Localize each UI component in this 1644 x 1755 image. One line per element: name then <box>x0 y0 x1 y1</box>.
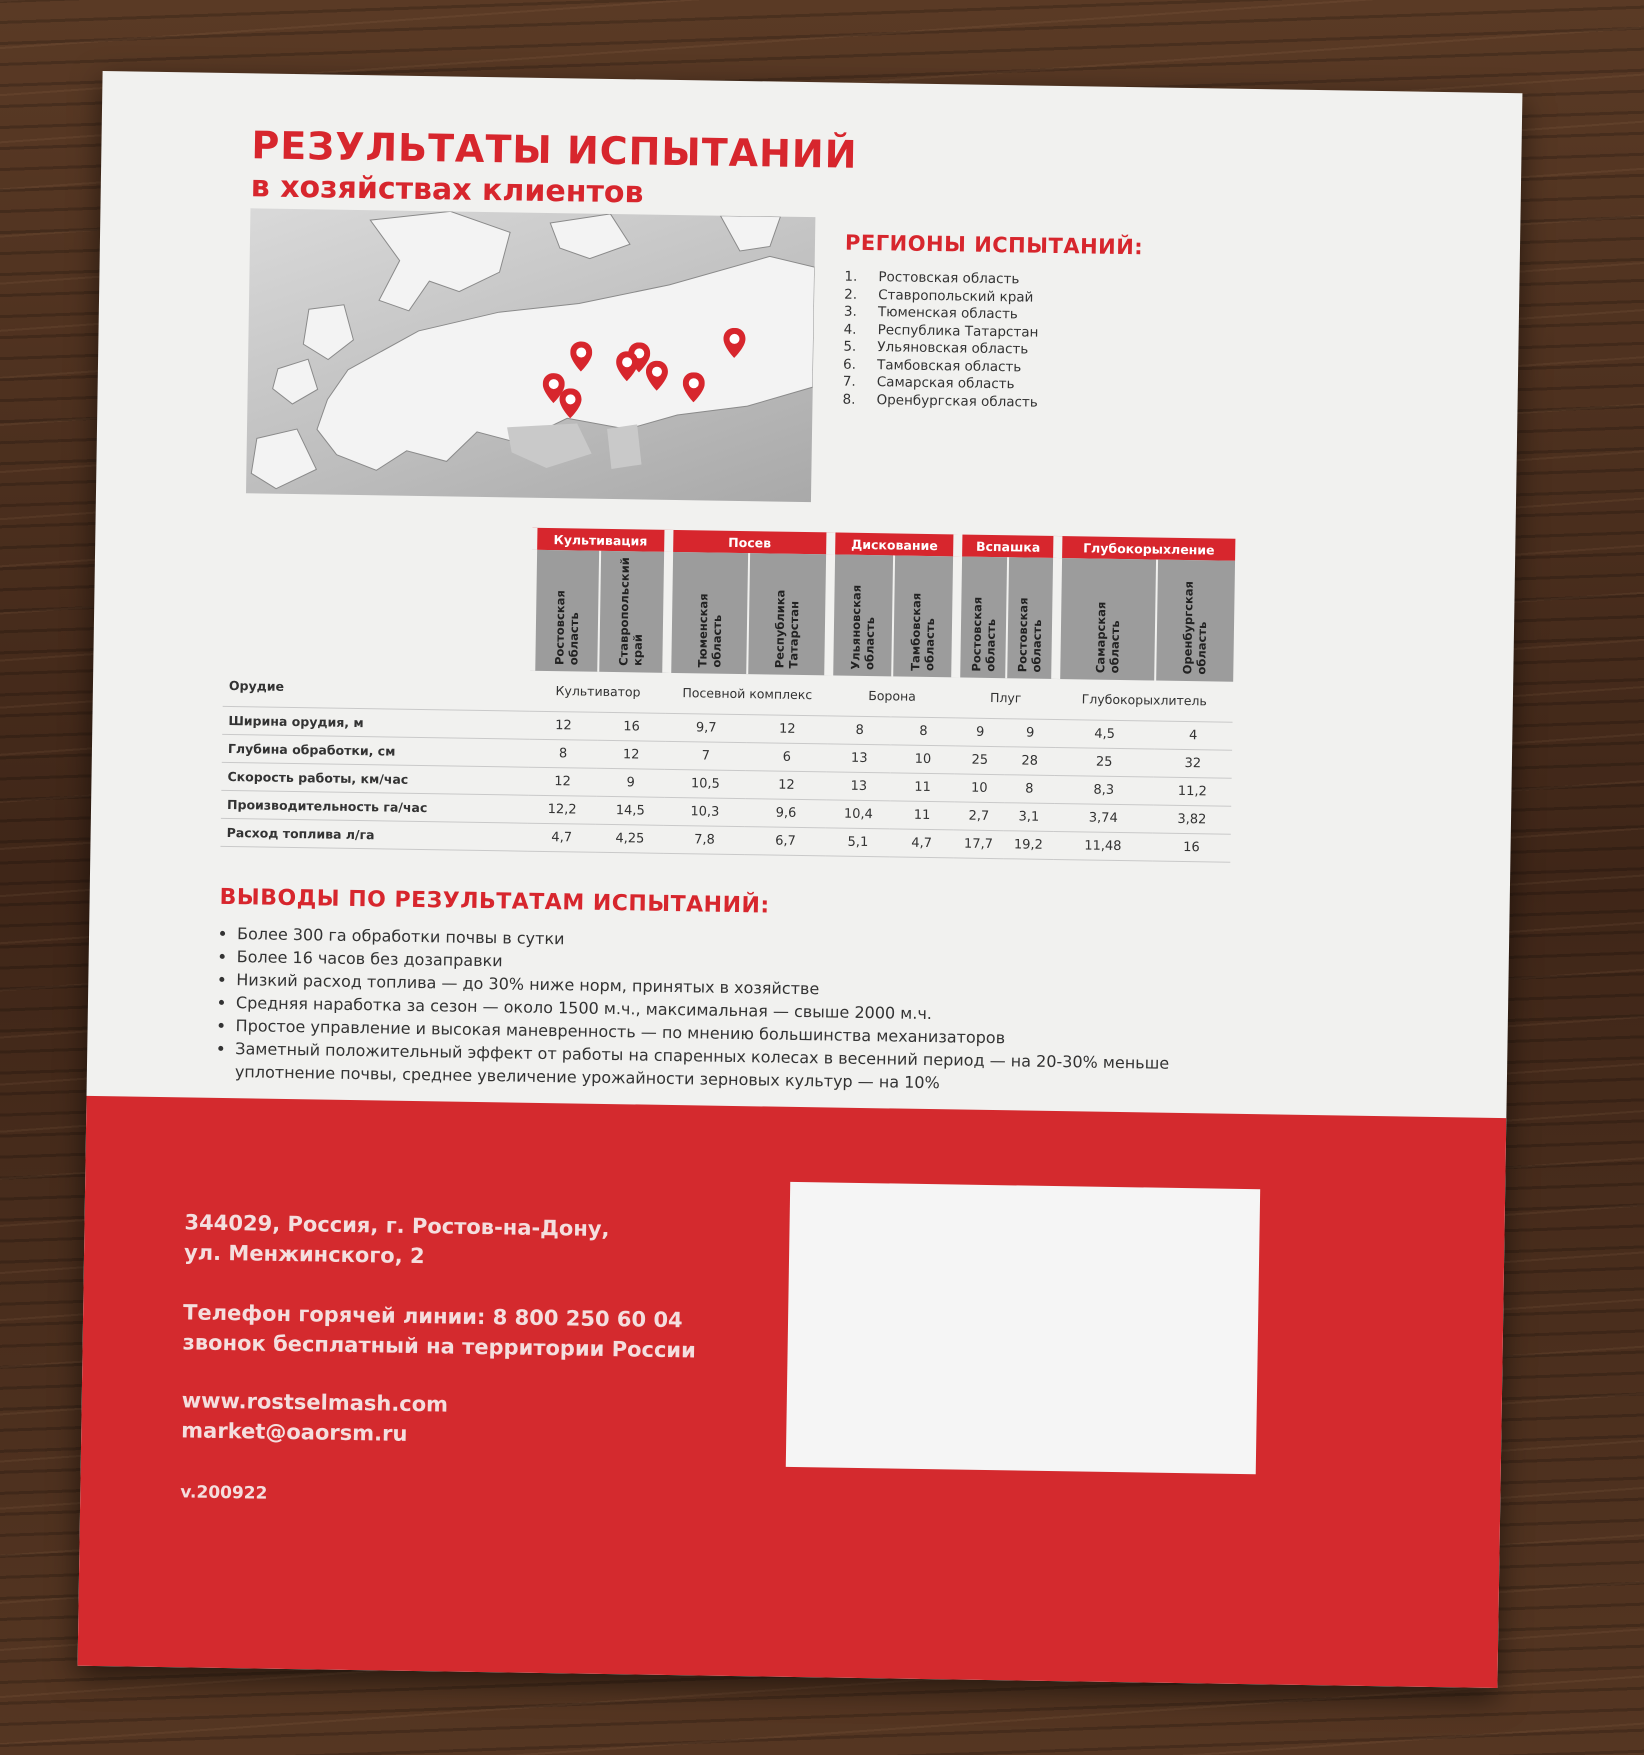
cell: 5,1 <box>826 827 890 856</box>
cell: 2,7 <box>954 801 1004 830</box>
region-number: 4. <box>843 321 857 338</box>
cell: 8,3 <box>1054 775 1153 805</box>
cell: 19,2 <box>1003 830 1053 859</box>
region-name: Республика Татарстан <box>877 321 1039 341</box>
conclusions-heading: ВЫВОДЫ ПО РЕЗУЛЬТАТАМ ИСПЫТАНИЙ: <box>219 884 770 919</box>
region-col: Самарская область <box>1056 558 1157 680</box>
region-col: Тамбовская область <box>892 555 958 677</box>
phone-note: звонок бесплатный на территории России <box>182 1330 697 1363</box>
cell: 12 <box>529 711 598 740</box>
tool-cell: Культиватор <box>530 670 667 713</box>
region-col: Оренбургская область <box>1155 560 1235 682</box>
conclusions-section <box>217 885 1220 1099</box>
cell: 11,2 <box>1153 777 1232 806</box>
cell: 3,82 <box>1153 805 1232 834</box>
cell: 28 <box>1005 746 1055 775</box>
cell: 7,8 <box>664 825 746 854</box>
region-item <box>842 391 1140 413</box>
cell: 9 <box>596 768 665 797</box>
row-label: Скорость работы, км/час <box>221 762 528 795</box>
cell: 8 <box>1004 774 1054 803</box>
cell: 10,5 <box>665 769 747 798</box>
email-link[interactable]: market@oaorsm.ru <box>181 1418 408 1446</box>
cell: 12 <box>746 770 828 799</box>
cell: 12 <box>747 714 829 743</box>
cell: 12,2 <box>528 795 597 824</box>
cell: 8 <box>529 739 598 768</box>
region-name: Самарская область <box>876 374 1015 393</box>
title-line-2: в хозяйствах клиентов <box>250 169 644 211</box>
region-col: Ульяновская область <box>829 554 895 676</box>
title-line-1: РЕЗУЛЬТАТЫ ИСПЫТАНИЙ <box>251 123 858 177</box>
row-label: Ширина орудия, м <box>222 706 529 739</box>
region-name: Ростовская область <box>878 269 1020 288</box>
row-label: Орудие <box>223 665 531 710</box>
conclusion-item: • Более 300 га обработки почвы в сутки <box>237 922 1219 960</box>
region-name: Тамбовская область <box>876 356 1022 375</box>
version-code: v.200922 <box>180 1482 268 1504</box>
map-pin-icon <box>570 341 592 371</box>
cell: 12 <box>597 740 666 769</box>
cell: 14,5 <box>596 796 665 825</box>
results-table <box>220 523 1235 862</box>
europe-map <box>246 208 815 502</box>
conclusion-item: • Низкий расход топлива — до 30% ниже норм, принятых в хозяйстве <box>236 968 1218 1006</box>
cell: 12 <box>528 767 597 796</box>
cell: 11 <box>890 772 954 801</box>
address-line: 344029, Россия, г. Ростов-на-Дону, <box>184 1210 610 1242</box>
cell: 4,25 <box>596 824 665 853</box>
tool-cell: Посевной комплекс <box>666 672 829 715</box>
cell: 10 <box>954 773 1004 802</box>
cell: 16 <box>1152 833 1231 862</box>
region-number: 6. <box>842 356 857 373</box>
cell: 13 <box>827 743 891 772</box>
map-pin-icon <box>723 328 745 358</box>
row-label: Расход топлива л/га <box>220 818 527 851</box>
region-number: 5. <box>843 338 857 355</box>
cell: 25 <box>955 745 1005 774</box>
cell: 17,7 <box>953 829 1003 858</box>
group-cultivation: Культивация <box>532 528 669 552</box>
footer-band <box>78 1096 1507 1688</box>
row-label: Производительность га/час <box>221 790 528 823</box>
cell: 11 <box>890 800 954 829</box>
cell: 9 <box>955 717 1005 746</box>
group-sowing: Посев <box>668 530 830 555</box>
region-number: 2. <box>844 286 858 303</box>
region-col: Ростовская область <box>530 550 600 672</box>
region-number: 3. <box>843 303 857 320</box>
group-deep-loosening: Глубокорыхление <box>1058 536 1236 561</box>
cell: 4,5 <box>1055 719 1154 749</box>
conclusion-item: • Заметный положительный эффект от работы на спаренных колесах в весенний период — на 20-30% меньше уплотнение почвы, среднее увеличение урожайности зерновых культур — на 10% <box>235 1037 1218 1098</box>
region-number: 8. <box>842 391 856 408</box>
map-pin-icon <box>682 372 704 402</box>
region-name: Оренбургская область <box>876 391 1038 411</box>
cell: 9,6 <box>745 798 827 827</box>
region-name: Тюменская область <box>877 304 1018 323</box>
cell: 8 <box>891 716 955 745</box>
blank-stamp-area <box>786 1182 1260 1474</box>
cell: 13 <box>827 771 891 800</box>
cell: 10,3 <box>664 797 746 826</box>
row-label: Глубина обработки, см <box>222 734 529 767</box>
cell: 6 <box>746 742 828 771</box>
group-disking: Дискование <box>831 532 959 556</box>
cell: 16 <box>597 712 666 741</box>
region-number: 7. <box>842 373 856 390</box>
group-plowing: Вспашка <box>958 534 1058 558</box>
cell: 10 <box>891 744 955 773</box>
region-col: Республика Татарстан <box>748 553 831 675</box>
conclusion-item: • Более 16 часов без дозаправки <box>237 945 1219 983</box>
cell: 9,7 <box>665 713 747 742</box>
region-col: Ростовская область <box>1006 557 1058 678</box>
brochure-page <box>78 71 1523 1688</box>
cell: 4 <box>1154 721 1233 750</box>
conclusion-item: • Простое управление и высокая маневренность — по мнению большинства механизаторов <box>235 1014 1217 1052</box>
cell: 7 <box>665 741 747 770</box>
page-title <box>251 123 858 214</box>
phone-line: Телефон горячей линии: 8 800 250 60 04 <box>182 1300 683 1333</box>
regions-list <box>842 231 1143 414</box>
region-col: Тюменская область <box>667 552 750 674</box>
table-region-header <box>223 545 1235 681</box>
map-pin-icon <box>559 388 581 418</box>
cell: 10,4 <box>826 799 890 828</box>
cell: 11,48 <box>1053 831 1152 861</box>
region-number: 1. <box>844 268 858 285</box>
region-name: Ульяновская область <box>877 339 1029 358</box>
hotline <box>182 1297 696 1365</box>
tool-cell: Глубокорыхлитель <box>1055 679 1233 722</box>
cell: 4,7 <box>527 823 596 852</box>
cell: 3,1 <box>1004 802 1054 831</box>
map-pin-icon <box>646 361 668 391</box>
cell: 9 <box>1005 718 1055 747</box>
region-name: Ставропольский край <box>878 286 1034 306</box>
cell: 3,74 <box>1054 803 1153 833</box>
tool-cell: Борона <box>828 675 956 717</box>
conclusion-item: • Средняя наработка за сезон — около 1500 м.ч., максимальная — свыше 2000 м.ч. <box>236 991 1218 1029</box>
cell: 4,7 <box>890 828 954 857</box>
region-col: Ставропольский край <box>598 551 668 673</box>
region-col: Ростовская область <box>956 556 1008 677</box>
cell: 32 <box>1153 749 1232 778</box>
address <box>184 1207 610 1274</box>
website-link[interactable]: www.rostselmash.com <box>181 1388 449 1417</box>
address-line: ул. Менжинского, 2 <box>183 1240 425 1269</box>
cell: 25 <box>1054 747 1153 777</box>
contacts <box>181 1385 448 1449</box>
regions-heading: РЕГИОНЫ ИСПЫТАНИЙ: <box>844 230 1144 260</box>
cell: 6,7 <box>745 826 827 855</box>
map-pin-icon <box>616 351 638 381</box>
cell: 8 <box>828 715 892 744</box>
tool-cell: Плуг <box>955 677 1056 719</box>
